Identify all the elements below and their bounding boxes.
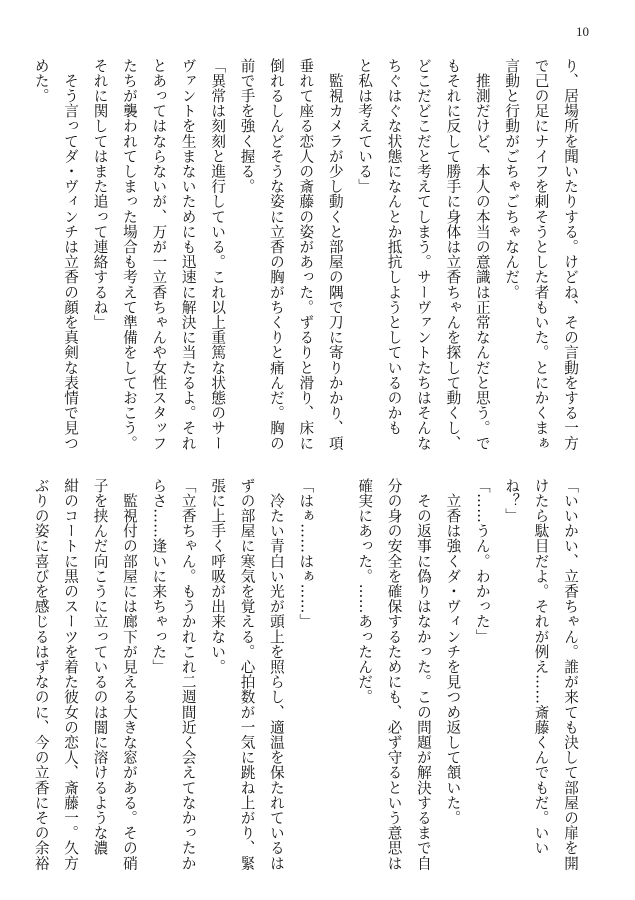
text-line: 垂れて座る恋人の斎藤の姿があった。ずるりと滑り、床に xyxy=(297,58,315,451)
text-line: 倒れるしんどそうな姿に立香の胸がちくりと痛んだ。胸の xyxy=(267,58,285,451)
text-line: り、居場所を聞いたりする。けどね、その言動をする一方 xyxy=(562,58,579,451)
bottom-text-block xyxy=(26,478,585,871)
text-line: 推測だけど、本人の本当の意識は正常なんだと思う。で xyxy=(473,58,491,451)
text-line: 確実にあった。……あったんだ。 xyxy=(356,478,374,705)
text-line: それに関してはまた追って連絡するね」 xyxy=(91,58,109,330)
text-line: 立香は強くダ・ヴィンチを見つめ返して頷いた。 xyxy=(444,478,462,826)
text-line: 「いいかい、立香ちゃん。誰が来ても決して部屋の扉を開 xyxy=(562,478,579,871)
text-line: 前で手を強く握る。 xyxy=(238,58,256,194)
text-line: ずの部屋に寒気を覚える。心拍数が一気に跳ね上がり、緊 xyxy=(238,478,256,871)
text-line: 「……うん。わかった」 xyxy=(473,478,491,645)
text-line: 監視カメラが少し動くと部屋の隅で刀に寄りかかり、項 xyxy=(326,58,344,451)
text-line: 「立香ちゃん。もうかれこれ二週間近く会えてなかったか xyxy=(179,478,197,871)
text-line: どこだどこだと考えてしまう。サーヴァントたちはそんな xyxy=(414,58,432,451)
text-line: 冷たい青白い光が頭上を照らし、適温を保たれているは xyxy=(267,478,285,871)
text-line: 紺のコートに黒のスーツを着た彼女の恋人、斎藤一。久方 xyxy=(62,478,80,871)
text-line: けたら駄目だよ。それが例え……斎藤くんでもだ。いい xyxy=(532,478,550,856)
text-line: 監視付の部屋には廊下が見える大きな窓がある。その硝 xyxy=(120,478,138,871)
text-line: 子を挟んだ向こうに立っているのは闇に溶けるような濃 xyxy=(91,478,109,856)
text-line: 言動と行動がごちゃごちゃなんだ。 xyxy=(503,58,521,300)
text-line: ぶりの姿に喜びを感じるはずなのに、今の立香にその余裕 xyxy=(32,478,50,871)
text-line: 分の身の安全を確保するためにも、必ず守るという意思は xyxy=(385,478,403,871)
text-line: とあってはならないが、万が一立香ちゃんや女性スタッフ xyxy=(150,58,168,451)
top-text-block xyxy=(26,58,585,451)
text-line: たちが襲われてしまった場合も考えて準備をしておこう。 xyxy=(120,58,138,451)
text-line: らさ……逢いに来ちゃった」 xyxy=(150,478,168,675)
page-number: 10 xyxy=(576,24,589,39)
text-line: 「はぁ……はぁ……」 xyxy=(297,478,315,629)
text-line: で己の足にナイフを刺そうとした者もいた。とにかくまぁ xyxy=(532,58,550,451)
text-line: もそれに反して勝手に身体は立香ちゃんを探して動くし、 xyxy=(444,58,462,451)
text-line xyxy=(320,478,349,868)
text-line: 「異常は刻刻と進行している。これ以上重篤な状態のサー xyxy=(209,58,227,451)
text-line: そう言ってダ・ヴィンチは立香の顔を真剣な表情で見つ xyxy=(62,58,80,451)
text-line: 張に上手く呼吸が出来ない。 xyxy=(209,478,227,675)
text-line: めた。 xyxy=(32,58,50,104)
text-line: ちぐはぐな状態になんとか抵抗しようとしているのかも xyxy=(385,58,403,436)
text-line: と私は考えている」 xyxy=(356,58,374,194)
text-line: その返事に偽りはなかった。この問題が解決するまで自 xyxy=(414,478,432,871)
text-line: ヴァントを生まないためにも迅速に解決に当たるよ。それ xyxy=(179,58,197,451)
text-line: ね？」 xyxy=(503,478,521,524)
